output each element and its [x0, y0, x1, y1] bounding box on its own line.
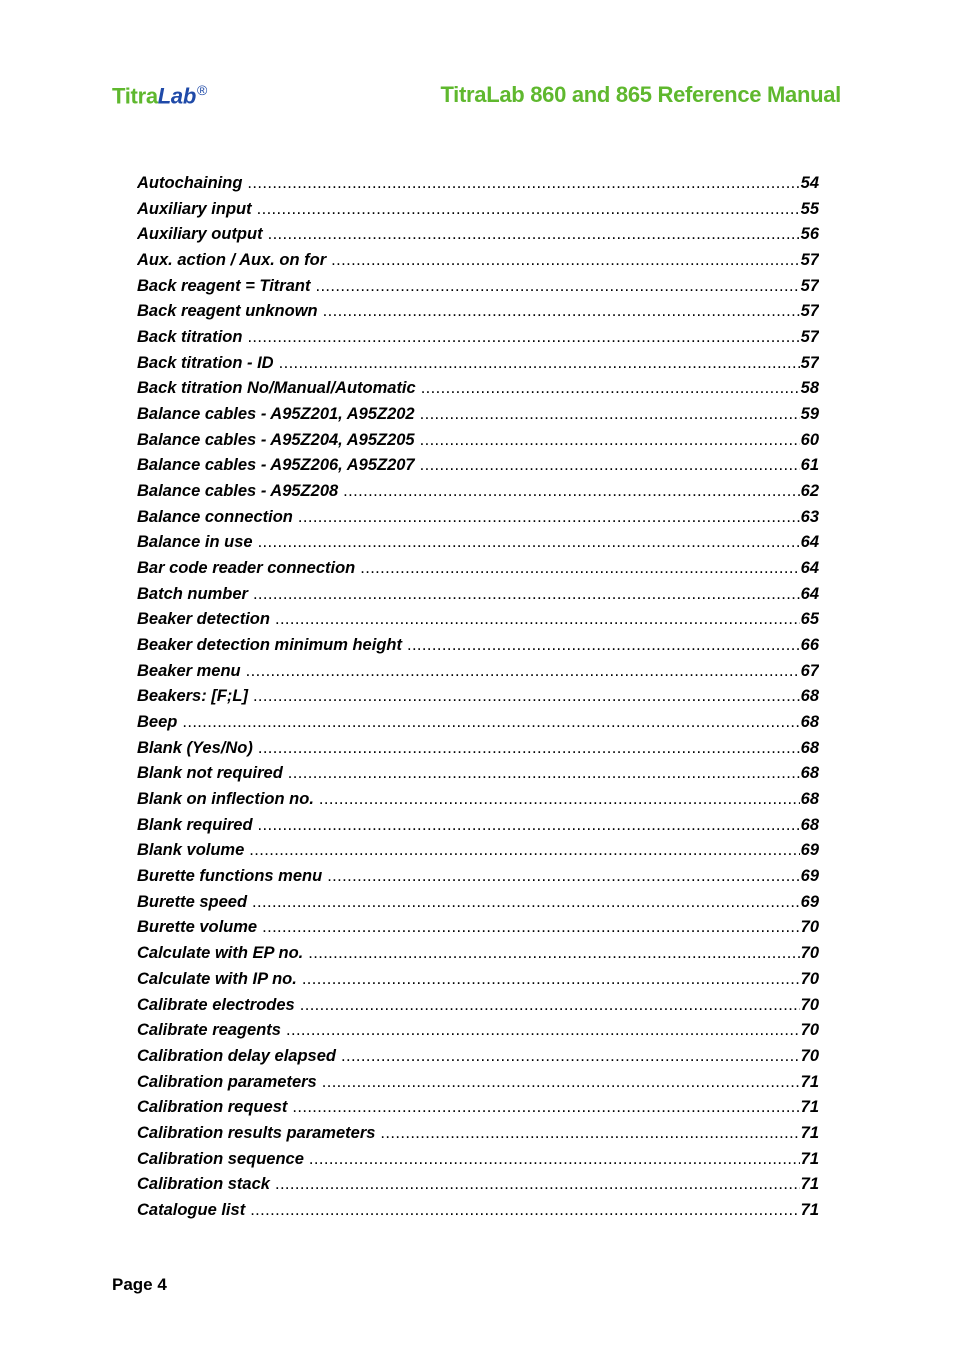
toc-dot-leader — [308, 944, 799, 963]
toc-entry[interactable] — [137, 174, 819, 200]
toc-dot-leader — [257, 200, 800, 219]
toc-entry-label: Back reagent = Titrant — [137, 276, 311, 295]
toc-dot-leader — [420, 431, 800, 450]
toc-dot-leader — [341, 1047, 800, 1066]
toc-dot-leader — [258, 533, 800, 552]
toc-entry-page: 57 — [800, 302, 819, 321]
toc-entry-label: Blank volume — [137, 841, 245, 860]
toc-dot-leader — [268, 225, 800, 244]
toc-entry-label: Calibrate electrodes — [137, 995, 295, 1014]
toc-entry-label: Balance connection — [137, 507, 293, 526]
toc-entry-label: Auxiliary input — [137, 199, 252, 218]
toc-dot-leader — [249, 841, 799, 860]
toc-dot-leader — [288, 764, 800, 783]
toc-entry-page: 68 — [800, 713, 819, 732]
toc-entry-label: Batch number — [137, 584, 248, 603]
toc-entry-label: Calculate with EP no. — [137, 944, 304, 963]
toc-entry[interactable] — [137, 996, 819, 1022]
toc-entry-page: 71 — [800, 1123, 819, 1142]
toc-entry[interactable] — [137, 790, 819, 816]
toc-entry-label: Balance cables - A95Z201, A95Z202 — [137, 405, 415, 424]
toc-entry[interactable] — [137, 1021, 819, 1047]
toc-entry[interactable] — [137, 456, 819, 482]
toc-entry[interactable] — [137, 841, 819, 867]
toc-entry[interactable] — [137, 328, 819, 354]
toc-entry-page: 57 — [800, 353, 819, 372]
toc-entry[interactable] — [137, 636, 819, 662]
toc-dot-leader — [323, 302, 800, 321]
toc-entry-page: 64 — [800, 533, 819, 552]
toc-dot-leader — [298, 508, 800, 527]
toc-entry[interactable] — [137, 687, 819, 713]
toc-dot-leader — [247, 174, 799, 193]
toc-dot-leader — [319, 790, 800, 809]
toc-entry-label: Back reagent unknown — [137, 302, 318, 321]
toc-dot-leader — [407, 636, 800, 655]
toc-entry[interactable] — [137, 1073, 819, 1099]
toc-entry-page: 70 — [800, 918, 819, 937]
toc-dot-leader — [331, 251, 799, 270]
toc-entry-label: Blank not required — [137, 764, 283, 783]
toc-dot-leader — [360, 559, 799, 578]
toc-entry-page: 61 — [800, 456, 819, 475]
toc-entry[interactable] — [137, 277, 819, 303]
toc-entry-label: Balance cables - A95Z208 — [137, 482, 339, 501]
toc-entry[interactable] — [137, 713, 819, 739]
toc-dot-leader — [250, 1201, 799, 1220]
toc-dot-leader — [279, 354, 800, 373]
toc-entry-page: 70 — [800, 1021, 819, 1040]
toc-entry-page: 54 — [800, 174, 819, 192]
toc-entry-page: 70 — [800, 1046, 819, 1065]
toc-entry-label: Calibration parameters — [137, 1072, 317, 1091]
toc-entry-page: 57 — [800, 251, 819, 270]
toc-entry-label: Blank (Yes/No) — [137, 738, 253, 757]
toc-dot-leader — [315, 277, 799, 296]
toc-entry[interactable] — [137, 482, 819, 508]
toc-entry[interactable] — [137, 662, 819, 688]
toc-dot-leader — [420, 405, 800, 424]
toc-dot-leader — [421, 379, 800, 398]
toc-entry[interactable] — [137, 559, 819, 585]
toc-entry-label: Back titration - ID — [137, 353, 274, 372]
toc-entry-label: Beaker detection minimum height — [137, 636, 402, 655]
toc-dot-leader — [302, 970, 800, 989]
toc-entry[interactable] — [137, 1098, 819, 1124]
brand-suffix: Lab — [157, 83, 196, 109]
toc-entry-page: 68 — [800, 738, 819, 757]
toc-entry[interactable] — [137, 867, 819, 893]
toc-entry-label: Burette functions menu — [137, 867, 323, 886]
brand-logo — [112, 82, 207, 109]
toc-entry-label: Calibration sequence — [137, 1149, 304, 1168]
toc-entry-label: Autochaining — [137, 174, 243, 192]
toc-entry-label: Aux. action / Aux. on for — [137, 251, 327, 270]
toc-entry[interactable] — [137, 816, 819, 842]
toc-entry-page: 68 — [800, 790, 819, 809]
toc-entry-page: 68 — [800, 687, 819, 706]
toc-entry-label: Calibration request — [137, 1098, 288, 1117]
toc-dot-leader — [253, 585, 800, 604]
toc-entry-label: Calibration results parameters — [137, 1123, 376, 1142]
toc-entry-label: Back titration No/Manual/Automatic — [137, 379, 416, 398]
toc-entry-page: 67 — [800, 661, 819, 680]
toc-dot-leader — [286, 1021, 800, 1040]
toc-dot-leader — [327, 867, 799, 886]
toc-dot-leader — [258, 739, 800, 758]
page-number: Page 4 — [112, 1275, 167, 1294]
toc-entry[interactable] — [137, 1175, 819, 1201]
toc-entry[interactable] — [137, 739, 819, 765]
toc-entry[interactable] — [137, 533, 819, 559]
toc-entry[interactable] — [137, 970, 819, 996]
toc-entry-label: Beep — [137, 713, 178, 732]
toc-entry-page: 64 — [800, 559, 819, 578]
toc-entry[interactable] — [137, 431, 819, 457]
toc-entry-page: 55 — [800, 199, 819, 218]
toc-entry-page: 58 — [800, 379, 819, 398]
toc-entry-page: 70 — [800, 995, 819, 1014]
toc-entry[interactable] — [137, 918, 819, 944]
toc-entry-label: Burette speed — [137, 892, 248, 911]
toc-entry[interactable] — [137, 508, 819, 534]
toc-dot-leader — [247, 328, 799, 347]
toc-entry-page: 63 — [800, 507, 819, 526]
toc-entry-page: 64 — [800, 584, 819, 603]
toc-entry-page: 70 — [800, 944, 819, 963]
toc-entry-page: 71 — [800, 1200, 819, 1219]
toc-dot-leader — [292, 1098, 799, 1117]
toc-entry[interactable] — [137, 585, 819, 611]
toc-entry[interactable] — [137, 354, 819, 380]
toc-entry[interactable] — [137, 405, 819, 431]
toc-entry-page: 57 — [800, 276, 819, 295]
toc-entry-page: 70 — [800, 969, 819, 988]
toc-dot-leader — [275, 610, 800, 629]
toc-entry-label: Calculate with IP no. — [137, 969, 297, 988]
toc-dot-leader — [258, 816, 800, 835]
toc-dot-leader — [246, 662, 800, 681]
toc-entry-label: Blank required — [137, 815, 253, 834]
toc-dot-leader — [300, 996, 800, 1015]
toc-entry-page: 71 — [800, 1072, 819, 1091]
toc-entry-page: 69 — [800, 867, 819, 886]
toc-entry-page: 57 — [800, 328, 819, 347]
toc-dot-leader — [309, 1150, 800, 1169]
toc-entry-label: Balance in use — [137, 533, 253, 552]
toc-entry-label: Calibrate reagents — [137, 1021, 281, 1040]
toc-entry-page: 65 — [800, 610, 819, 629]
toc-dot-leader — [262, 918, 800, 937]
toc-entry-label: Catalogue list — [137, 1200, 246, 1219]
toc-dot-leader — [420, 456, 800, 475]
toc-entry-label: Balance cables - A95Z206, A95Z207 — [137, 456, 415, 475]
toc-entry-page: 60 — [800, 430, 819, 449]
toc-dot-leader — [252, 893, 800, 912]
toc-dot-leader — [322, 1073, 800, 1092]
toc-entry-label: Bar code reader connection — [137, 559, 356, 578]
toc-entry-page: 56 — [800, 225, 819, 244]
toc-entry-page: 62 — [800, 482, 819, 501]
toc-entry[interactable] — [137, 200, 819, 226]
table-of-contents — [137, 174, 819, 1227]
toc-entry-label: Beaker detection — [137, 610, 270, 629]
toc-dot-leader — [275, 1175, 800, 1194]
toc-entry[interactable] — [137, 379, 819, 405]
toc-entry[interactable] — [137, 1150, 819, 1176]
toc-dot-leader — [380, 1124, 799, 1143]
toc-entry-page: 68 — [800, 764, 819, 783]
toc-entry[interactable] — [137, 944, 819, 970]
toc-entry-label: Balance cables - A95Z204, A95Z205 — [137, 430, 415, 449]
toc-dot-leader — [253, 687, 800, 706]
toc-entry-label: Back titration — [137, 328, 243, 347]
toc-dot-leader — [182, 713, 799, 732]
toc-entry-page: 59 — [800, 405, 819, 424]
toc-entry-label: Beaker menu — [137, 661, 241, 680]
brand-prefix: Titra — [112, 83, 158, 109]
toc-entry[interactable] — [137, 893, 819, 919]
toc-entry[interactable] — [137, 1201, 819, 1227]
toc-entry[interactable] — [137, 302, 819, 328]
toc-entry-page: 68 — [800, 815, 819, 834]
toc-entry-label: Beakers: [F;L] — [137, 687, 248, 706]
toc-entry-page: 69 — [800, 841, 819, 860]
toc-entry[interactable] — [137, 610, 819, 636]
toc-entry-label: Calibration delay elapsed — [137, 1046, 336, 1065]
toc-entry[interactable] — [137, 225, 819, 251]
toc-entry[interactable] — [137, 1047, 819, 1073]
toc-dot-leader — [343, 482, 799, 501]
toc-entry-page: 66 — [800, 636, 819, 655]
toc-entry-label: Blank on inflection no. — [137, 790, 314, 809]
toc-entry-page: 71 — [800, 1098, 819, 1117]
toc-entry-page: 71 — [800, 1175, 819, 1194]
toc-entry-label: Auxiliary output — [137, 225, 263, 244]
toc-entry-label: Calibration stack — [137, 1175, 270, 1194]
toc-entry-label: Burette volume — [137, 918, 258, 937]
registered-mark: ® — [197, 82, 208, 98]
toc-entry-page: 71 — [800, 1149, 819, 1168]
toc-entry-page: 69 — [800, 892, 819, 911]
manual-title: TitraLab 860 and 865 Reference Manual — [440, 82, 841, 107]
toc-entry[interactable] — [137, 764, 819, 790]
toc-entry[interactable] — [137, 251, 819, 277]
toc-entry[interactable] — [137, 1124, 819, 1150]
